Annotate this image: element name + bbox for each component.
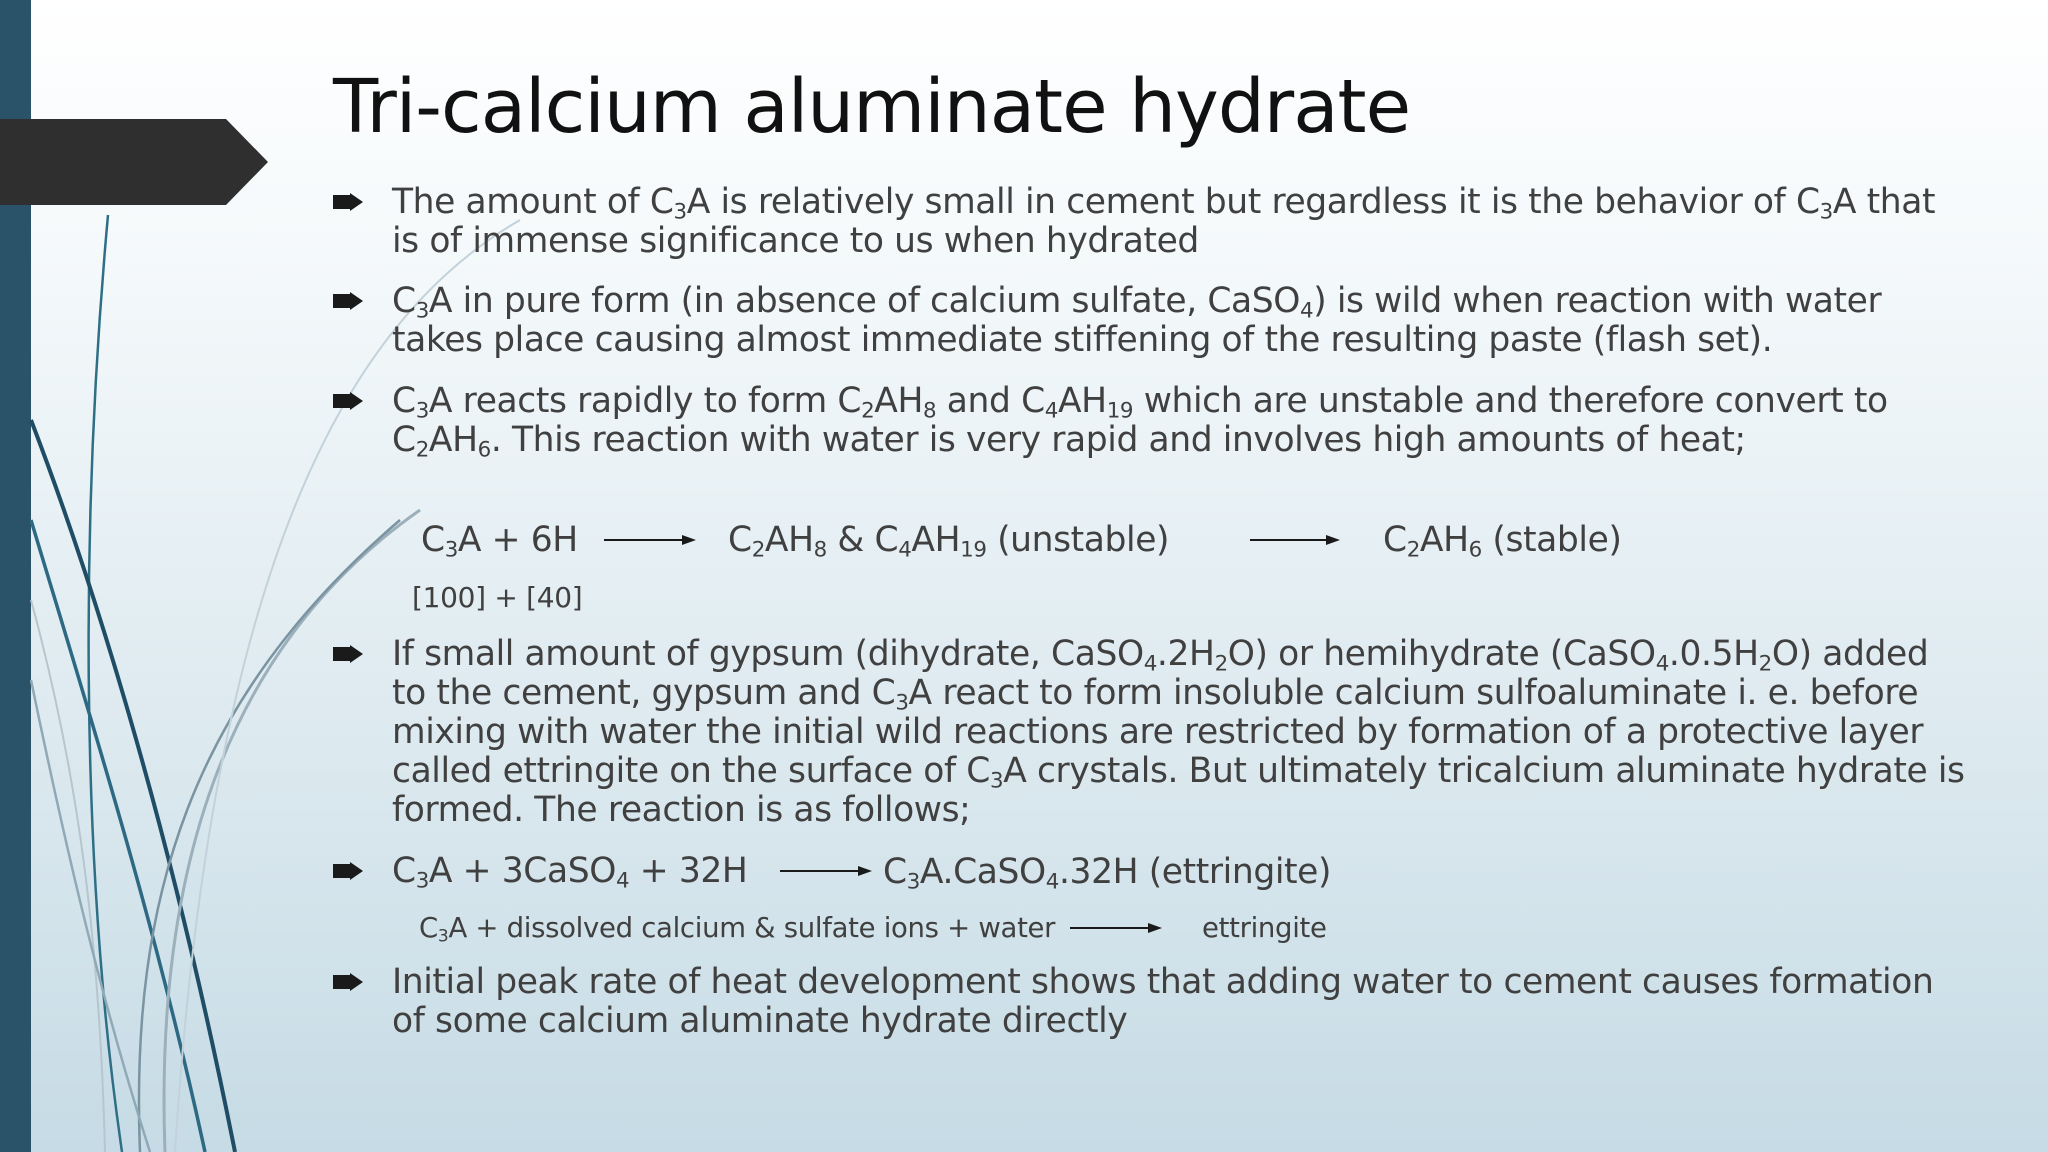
right-arrow-bullet-icon <box>333 973 363 991</box>
bullet-text: $C_3A$ reacts rapidly to form $C_2AH_8$ and $C_4AH_{19}$ which are unstable and therefore convert to $C_2AH_6$. This reaction with water is very rapid and involves high amounts of heat; <box>392 381 1888 463</box>
reaction-arrow-icon <box>1070 919 1162 937</box>
equation2-word-reactant: $C_3A$ + dissolved calcium & sulfate ions + water <box>419 912 1056 947</box>
bullet-text: The amount of $C_3A$ is relatively small in cement but regardless it is the behavior of $C_3A$ that is of immense significance to us when hydrated <box>392 182 1936 261</box>
reaction-arrow-icon <box>604 531 696 549</box>
bullet-text: If small amount of gypsum (dihydrate, $CaSO_4.2H_2O$) or hemihydrate $(CaSO_4.0.5H_2O)$ added to the cement, gypsum and $C_3A$ react to form insoluble calcium sulfoaluminate i. e. before mixing with water the initial wild reactions are restricted by formation of a protective layer called ettringite on the surface of $C_3A$ crystals. But ultimately tricalcium aluminate hydrate is formed. The reaction is as follows; <box>392 634 1965 830</box>
equation2-product: $C_3A.CaSO_4.32H$ (ettringite) <box>883 852 1332 895</box>
right-arrow-bullet-icon <box>333 193 363 211</box>
reaction-arrow-icon <box>780 862 872 880</box>
right-arrow-bullet-icon <box>333 645 363 663</box>
right-arrow-bullet-icon <box>333 862 363 880</box>
equation2-word-product: ettringite <box>1202 912 1327 944</box>
equation2-reactants: $C_3A$ + 3CaSO$_4$ + 32H <box>392 851 748 894</box>
bullet-text: Initial peak rate of heat development shows that adding water to cement causes formation of some calcium aluminate hydrate directly <box>392 962 1934 1041</box>
bullet-text: $C_3A$ in pure form (in absence of calcium sulfate, CaSO$_4$) is wild when reaction with water takes place causing almost immediate stiffening of the resulting paste (flash set). <box>392 281 1882 360</box>
right-arrow-bullet-icon <box>333 292 363 310</box>
equation1-note: [100] + [40] <box>412 581 583 614</box>
equation1-reactant: $C_3A + 6H$ <box>421 520 578 563</box>
equation1-product: $C_2AH_6$ (stable) <box>1383 520 1622 563</box>
right-arrow-bullet-icon <box>333 392 363 410</box>
title-tab-shape <box>0 119 268 205</box>
slide-title: Tri-calcium aluminate hydrate <box>333 64 1411 150</box>
equation1-intermediate: $C_2AH_8$ & $C_4AH_{19}$ (unstable) <box>728 520 1170 563</box>
reaction-arrow-icon <box>1250 531 1340 549</box>
